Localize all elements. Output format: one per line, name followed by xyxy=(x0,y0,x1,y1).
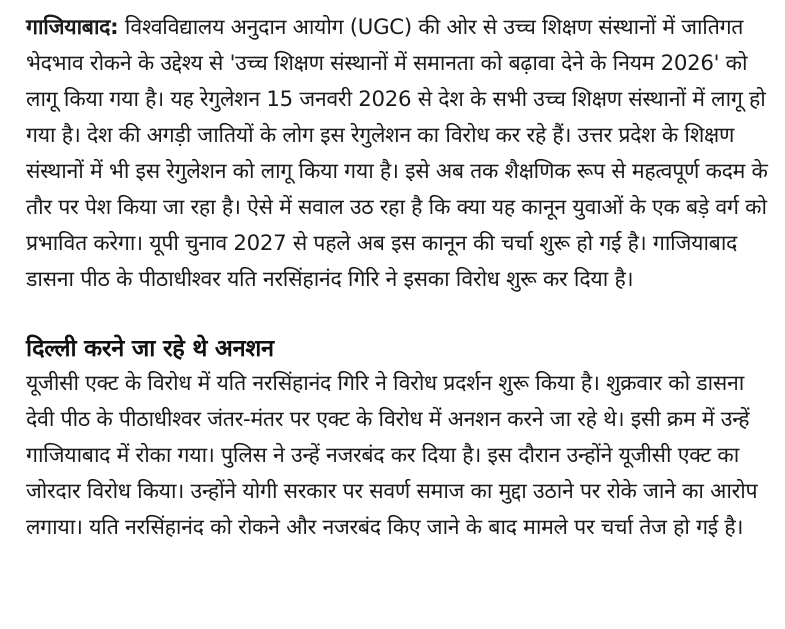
paragraph-section: यूजीसी एक्ट के विरोध में यति नरसिंहानंद गिरि ने विरोध प्रदर्शन शुरू किया है। शुक्रवार को डासना देवी पीठ के पीठाधीश्वर जंतर-मंतर पर एक्ट के विरोध में अनशन करने जा रहे थे। इसी क्रम में उन्हें गाजियाबाद में रोका गया। पुलिस ने उन्हें नजरबंद कर दिया है। इस दौरान उन्होंने यूजीसी एक्ट का जोरदार विरोध किया। उन्होंने योगी सरकार पर सवर्ण समाज का मुद्दा उठाने पर रोके जाने का आरोप लगाया। यति नरसिंहानंद को रोकने और नजरबंद किए जाने के बाद मामले पर चर्चा तेज हो गई है। xyxy=(26,371,758,540)
paragraph-intro-text: विश्वविद्यालय अनुदान आयोग (UGC) की ओर से उच्च शिक्षण संस्थानों में जातिगत भेदभाव रोकने के उद्देश्य से 'उच्च शिक्षण संस्थानों में समानता को बढ़ावा देने के नियम 2026' को लागू किया गया है। यह रेगुलेशन 15 जनवरी 2026 से देश के सभी उच्च शिक्षण संस्थानों में लागू हो गया है। देश की अगड़ी जातियों के लोग इस रेगुलेशन का विरोध कर रहे हैं। उत्तर प्रदेश के शिक्षण संस्थानों में भी इस रेगुलेशन को लागू किया गया है। इसे अब तक शैक्षणिक रूप से महत्वपूर्ण कदम के तौर पर पेश किया जा रहा है। ऐसे में सवाल उठ रहा है कि क्या यह कानून युवाओं के एक बड़े वर्ग को प्रभावित करेगा। यूपी चुनाव 2027 से पहले अब इस कानून की चर्चा शुरू हो गई है। गाजियाबाद डासना पीठ के पीठाधीश्वर यति नरसिंहानंद गिरि ने इसका विरोध शुरू कर दिया है। xyxy=(26,15,768,292)
paragraph-intro xyxy=(26,10,768,298)
dateline: गाजियाबाद: xyxy=(26,15,119,40)
section-subheading: दिल्ली करने जा रहे थे अनशन xyxy=(26,334,274,362)
article-body xyxy=(26,10,768,546)
